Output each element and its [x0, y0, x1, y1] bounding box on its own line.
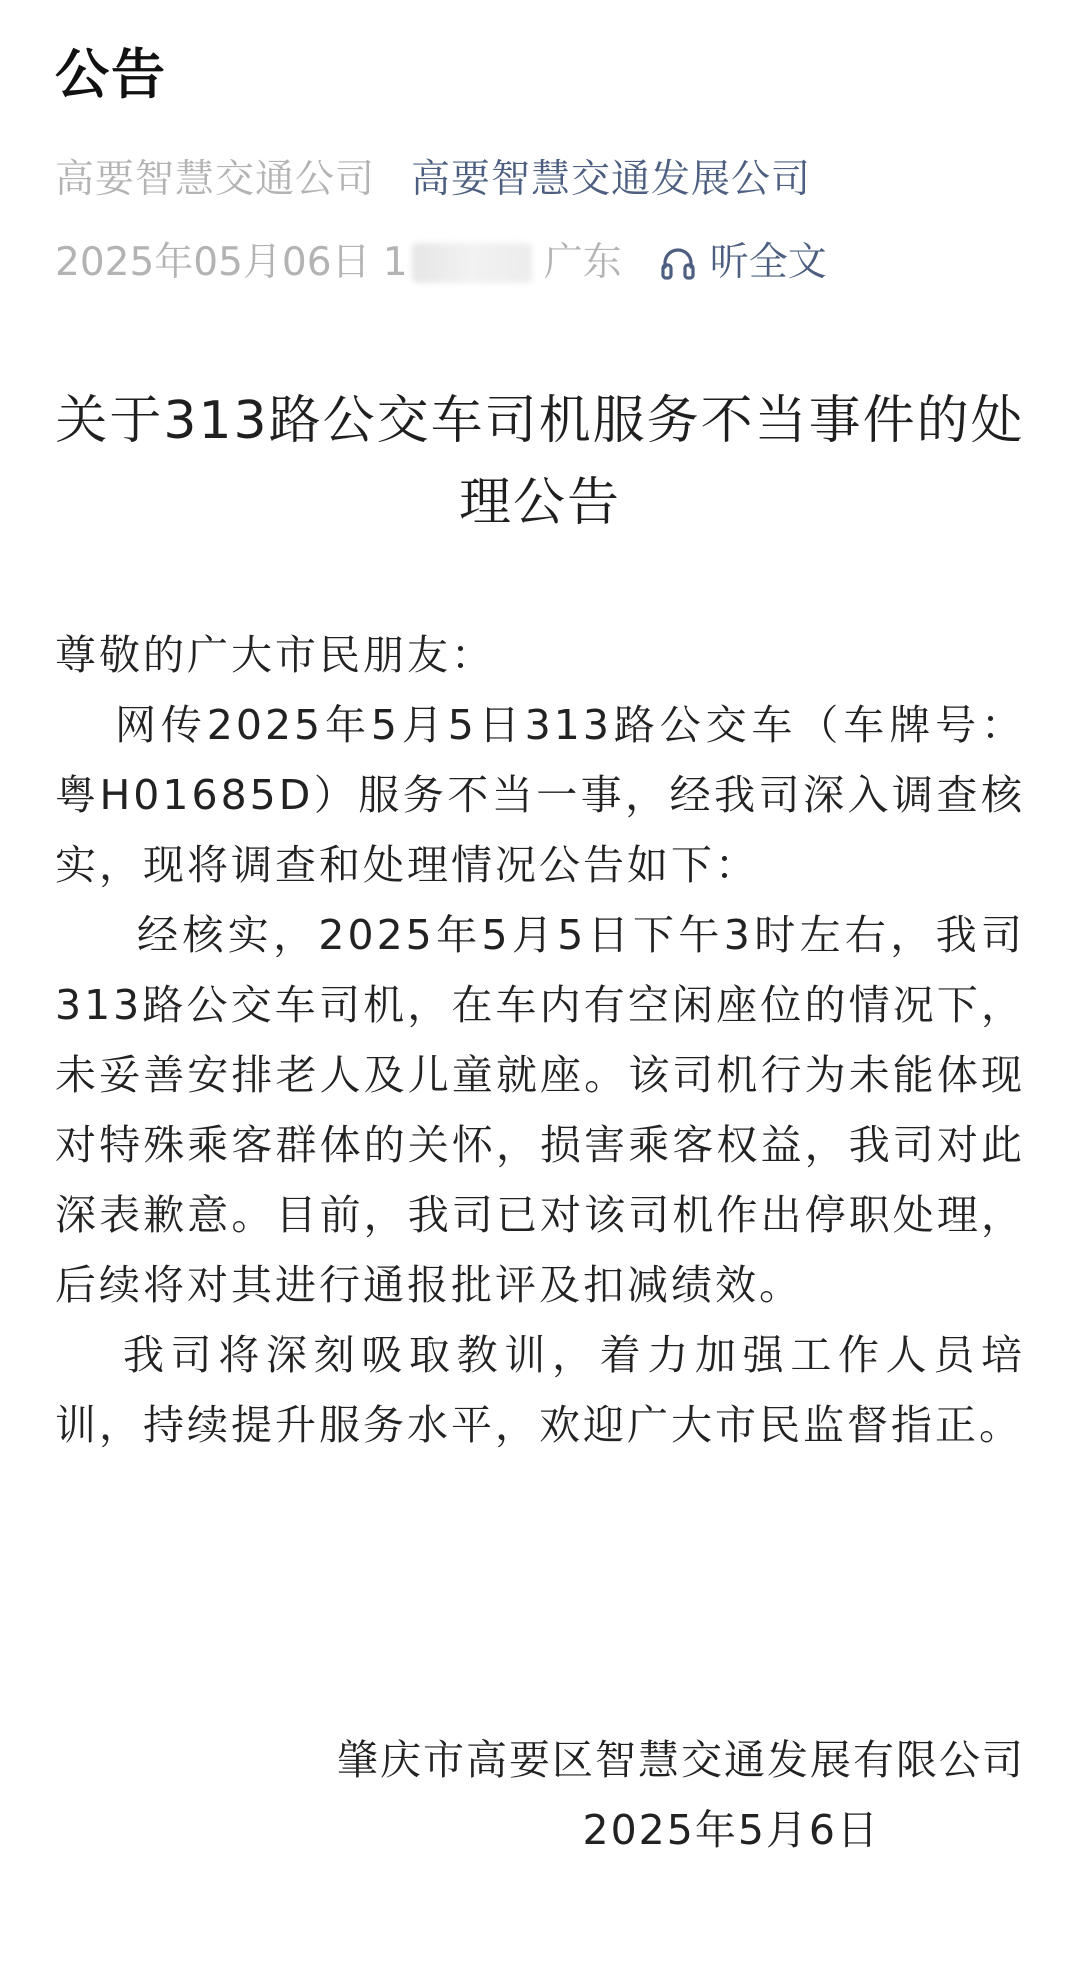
- signature-company: 肇庆市高要区智慧交通发展有限公司: [337, 1736, 1025, 1784]
- listen-label: 听全文: [709, 240, 827, 285]
- blurred-time: [412, 243, 532, 283]
- org-link[interactable]: 高要智慧交通发展公司: [411, 157, 812, 202]
- publish-location: 广东: [543, 240, 622, 285]
- notice-title: 关于313路公交车司机服务不当事件的处理公告: [55, 391, 1025, 533]
- author-row: [55, 155, 811, 205]
- publish-info-row: [55, 238, 827, 288]
- signature-date: 2025年5月6日: [582, 1806, 880, 1854]
- notice-paragraph: 网传2025年5月5日313路公交车（车牌号：粤H01685D）服务不当一事，经我司深入调查核实，现将调查和处理情况公告如下：: [55, 701, 1025, 889]
- publish-date: 2025年05月06日 1: [55, 240, 408, 285]
- listen-full-text-button[interactable]: [658, 238, 827, 288]
- notice-paragraph: 我司将深刻吸取教训，着力加强工作人员培训，持续提升服务水平，欢迎广大市民监督指正。: [55, 1331, 1025, 1449]
- notice-paragraph: 经核实，2025年5月5日下午3时左右，我司313路公交车司机，在车内有空闲座位的情况下，未妥善安排老人及儿童就座。该司机行为未能体现对特殊乘客群体的关怀，损害乘客权益，我司对此深表歉意。目前，我司已对该司机作出停职处理，后续将对其进行通报批评及扣减绩效。: [55, 911, 1025, 1309]
- headphone-icon: [658, 243, 698, 283]
- notice-greeting: 尊敬的广大市民朋友：: [55, 631, 495, 679]
- account-name[interactable]: 高要智慧交通公司: [55, 157, 376, 202]
- page-title: 公告: [55, 43, 167, 106]
